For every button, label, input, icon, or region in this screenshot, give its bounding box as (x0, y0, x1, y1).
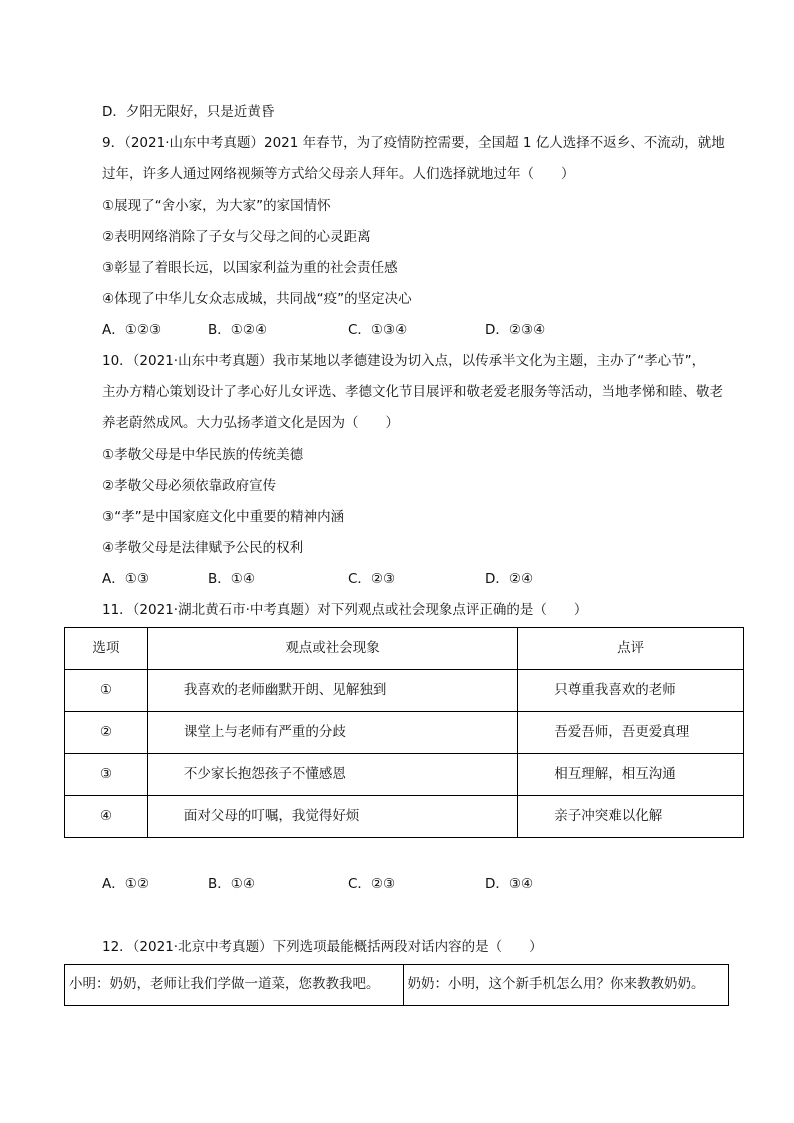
table-cell: 课堂上与老师有严重的分歧 (147, 712, 517, 754)
table-cell: ④ (65, 796, 148, 838)
table-header-row (65, 628, 744, 670)
table-header-viewpoint: 观点或社会现象 (147, 628, 517, 670)
q10-stem-line3: 养老蔚然成风。大力弘扬孝道文化是因为（ ） (102, 415, 399, 431)
q10-item-3: ③“孝”是中国家庭文化中重要的精神内涵 (102, 509, 345, 525)
table-row (65, 796, 744, 838)
q12-dialog-table (64, 964, 729, 1006)
table-header-option: 选项 (65, 628, 148, 670)
q11-table (64, 627, 744, 838)
table-row (65, 754, 744, 796)
q8-option-d: D．夕阳无限好，只是近黄昏 (102, 104, 275, 120)
q9-item-4: ④体现了中华儿女众志成城，共同战“疫”的坚定决心 (102, 291, 412, 307)
q11-option-b: B．①④ (208, 876, 255, 892)
q10-option-c: C．②③ (348, 571, 396, 587)
table-cell: 相互理解，相互沟通 (518, 754, 744, 796)
q9-option-c: C．①③④ (348, 322, 408, 338)
q10-stem-line2: 主办方精心策划设计了孝心好儿女评选、孝德文化节目展评和敬老爱老服务等活动，当地孝悌和睦、敬老 (102, 384, 723, 400)
table-cell: ③ (65, 754, 148, 796)
q9-item-2: ②表明网络消除了子女与父母之间的心灵距离 (102, 229, 371, 245)
q10-stem-line1: 10．（2021·山东中考真题）我市某地以孝德建设为切入点，以传承半文化为主题，主办了“孝心节”， (102, 353, 706, 369)
table-cell: ① (65, 670, 148, 712)
table-cell: 只尊重我喜欢的老师 (518, 670, 744, 712)
q9-item-3: ③彰显了着眼长远，以国家利益为重的社会责任感 (102, 260, 398, 276)
q9-item-1: ①展现了“舍小家，为大家”的家国情怀 (102, 198, 331, 214)
q9-option-d: D．②③④ (485, 322, 546, 338)
q9-option-b: B．①②④ (208, 322, 268, 338)
q10-item-4: ④孝敬父母是法律赋予公民的权利 (102, 540, 304, 556)
table-cell: ② (65, 712, 148, 754)
q9-option-a: A．①②③ (102, 322, 162, 338)
table-cell: 不少家长抱怨孩子不懂感恩 (147, 754, 517, 796)
q10-option-b: B．①④ (208, 571, 255, 587)
dialog-grandma: 奶奶：小明，这个新手机怎么用？你来教教奶奶。 (403, 965, 729, 1006)
q11-option-a: A．①② (102, 876, 149, 892)
q10-option-a: A．①③ (102, 571, 149, 587)
table-cell: 面对父母的叮嘱，我觉得好烦 (147, 796, 517, 838)
q10-item-2: ②孝敬父母必须依靠政府宣传 (102, 478, 277, 494)
q12-stem: 12．（2021·北京中考真题）下列选项最能概括两段对话内容的是（ ） (102, 939, 543, 955)
dialog-row (65, 965, 729, 1006)
table-cell: 我喜欢的老师幽默开朗、见解独到 (147, 670, 517, 712)
q9-stem-line2: 过年，许多人通过网络视频等方式给父母亲人拜年。人们选择就地过年（ ） (102, 166, 575, 182)
q11-stem: 11．（2021·湖北黄石市·中考真题）对下列观点或社会现象点评正确的是（ ） (102, 602, 588, 618)
table-header-comment: 点评 (518, 628, 744, 670)
q11-option-d: D．③④ (485, 876, 534, 892)
q11-option-c: C．②③ (348, 876, 396, 892)
table-cell: 吾爱吾师，吾更爱真理 (518, 712, 744, 754)
q9-stem-line1: 9．（2021·山东中考真题）2021 年春节，为了疫情防控需要，全国超 1 亿人选择不返乡、不流动，就地 (102, 135, 725, 151)
dialog-xiaoming: 小明：奶奶，老师让我们学做一道菜，您教教我吧。 (65, 965, 404, 1006)
table-cell: 亲子冲突难以化解 (518, 796, 744, 838)
table-row (65, 712, 744, 754)
q10-option-d: D．②④ (485, 571, 534, 587)
table-row (65, 670, 744, 712)
q10-item-1: ①孝敬父母是中华民族的传统美德 (102, 447, 304, 463)
